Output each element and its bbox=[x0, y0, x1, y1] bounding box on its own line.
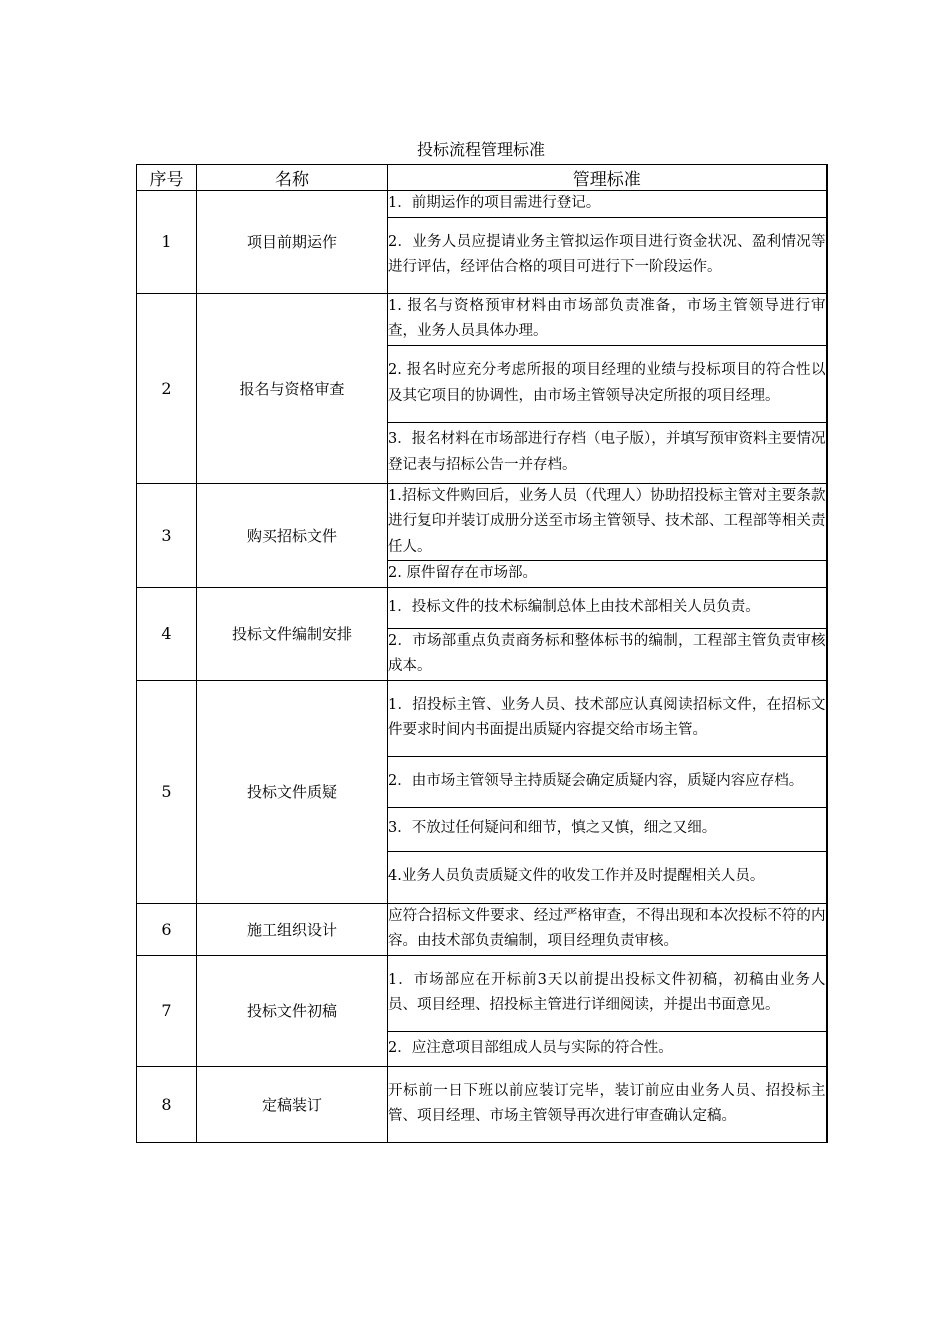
row-name: 投标文件初稿 bbox=[197, 955, 388, 1066]
table-row bbox=[137, 483, 827, 561]
table-row bbox=[137, 191, 827, 218]
row-number: 5 bbox=[137, 680, 197, 903]
table-row bbox=[137, 680, 827, 756]
standard-item: 1．前期运作的项目需进行登记。 bbox=[388, 191, 827, 218]
table-row bbox=[137, 293, 827, 345]
standard-item: 1.招标文件购回后，业务人员（代理人）协助招投标主管对主要条款进行复印并装订成册分送至市场主管领导、技术部、工程部等相关责任人。 bbox=[388, 483, 827, 561]
standard-item: 3．不放过任何疑问和细节，慎之又慎，细之又细。 bbox=[388, 807, 827, 851]
header-num: 序号 bbox=[137, 165, 197, 191]
standard-item: 2．由市场主管领导主持质疑会确定质疑内容，质疑内容应存档。 bbox=[388, 756, 827, 807]
row-name: 定稿装订 bbox=[197, 1066, 388, 1142]
standard-item: 2．应注意项目部组成人员与实际的符合性。 bbox=[388, 1031, 827, 1066]
row-number: 1 bbox=[137, 191, 197, 294]
header-standard: 管理标准 bbox=[388, 165, 827, 191]
row-number: 4 bbox=[137, 587, 197, 680]
standard-item: 3．报名材料在市场部进行存档（电子版），并填写预审资料主要情况登记表与招标公告一并存档。 bbox=[388, 422, 827, 483]
document-title: 投标流程管理标准 bbox=[416, 140, 545, 159]
row-name: 项目前期运作 bbox=[197, 191, 388, 294]
standard-item: 2. 原件留存在市场部。 bbox=[388, 561, 827, 588]
row-number: 6 bbox=[137, 903, 197, 955]
standard-item: 1．投标文件的技术标编制总体上由技术部相关人员负责。 bbox=[388, 587, 827, 628]
standard-item: 应符合招标文件要求、经过严格审查，不得出现和本次投标不符的内容。由技术部负责编制，项目经理负责审核。 bbox=[388, 903, 827, 955]
table-row bbox=[137, 587, 827, 628]
header-name: 名称 bbox=[197, 165, 388, 191]
row-number: 7 bbox=[137, 955, 197, 1066]
row-name: 投标文件质疑 bbox=[197, 680, 388, 903]
row-number: 3 bbox=[137, 483, 197, 587]
standard-item: 2. 报名时应充分考虑所报的项目经理的业绩与投标项目的符合性以及其它项目的协调性，由市场主管领导决定所报的项目经理。 bbox=[388, 345, 827, 422]
row-name: 投标文件编制安排 bbox=[197, 587, 388, 680]
standard-item: 4.业务人员负责质疑文件的收发工作并及时提醒相关人员。 bbox=[388, 851, 827, 903]
table-row bbox=[137, 903, 827, 955]
standard-item: 1．招投标主管、业务人员、技术部应认真阅读招标文件，在招标文件要求时间内书面提出质疑内容提交给市场主管。 bbox=[388, 680, 827, 756]
standards-table bbox=[136, 164, 828, 1143]
standard-item: 开标前一日下班以前应装订完毕，装订前应由业务人员、招投标主管、项目经理、市场主管领导再次进行审查确认定稿。 bbox=[388, 1066, 827, 1142]
row-name: 报名与资格审查 bbox=[197, 293, 388, 483]
table-row bbox=[137, 1066, 827, 1142]
standard-item: 2．市场部重点负责商务标和整体标书的编制，工程部主管负责审核成本。 bbox=[388, 628, 827, 680]
standard-item: 1. 报名与资格预审材料由市场部负责准备，市场主管领导进行审查，业务人员具体办理。 bbox=[388, 293, 827, 345]
row-name: 购买招标文件 bbox=[197, 483, 388, 587]
table-header-row bbox=[137, 165, 827, 191]
row-number: 8 bbox=[137, 1066, 197, 1142]
row-number: 2 bbox=[137, 293, 197, 483]
standard-item: 2．业务人员应提请业务主管拟运作项目进行资金状况、盈利情况等进行评估，经评估合格的项目可进行下一阶段运作。 bbox=[388, 217, 827, 293]
table-row bbox=[137, 955, 827, 1031]
row-name: 施工组织设计 bbox=[197, 903, 388, 955]
standard-item: 1．市场部应在开标前3天以前提出投标文件初稿，初稿由业务人员、项目经理、招投标主管进行详细阅读，并提出书面意见。 bbox=[388, 955, 827, 1031]
